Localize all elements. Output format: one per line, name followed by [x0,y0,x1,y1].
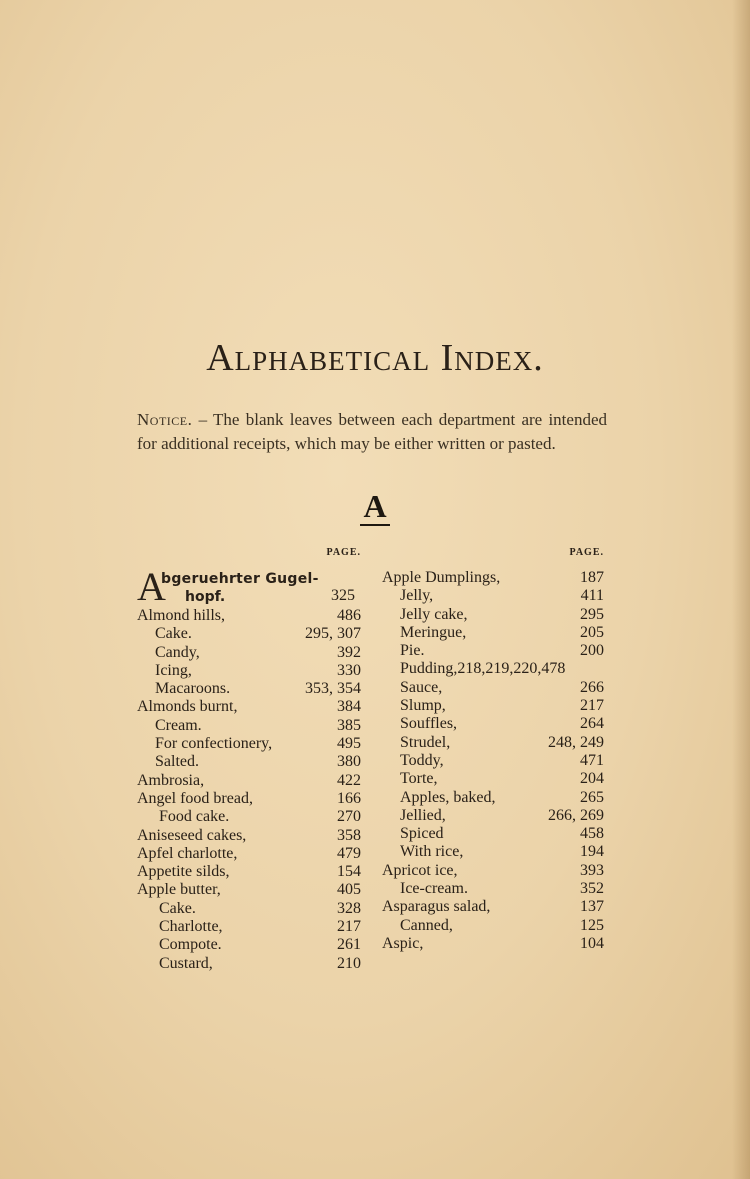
entry-page: 385 [337,716,361,734]
entry-page: 479 [337,844,361,862]
entry-page: 217 [580,697,604,715]
entry-label: Ambrosia, [137,771,205,789]
index-entry [137,900,361,918]
index-entry [137,680,361,698]
entry-page: 458 [580,825,604,843]
index-column-left [137,543,361,973]
index-entry [382,862,604,880]
entry-page: 248, 249 [548,733,604,751]
entry-page: 353, 354 [305,680,361,698]
section-letter-heading [0,488,750,525]
index-entry [382,789,604,807]
entry-page: 392 [337,643,361,661]
entry-page: 495 [337,735,361,753]
index-entry [382,697,604,715]
entry-page: 380 [337,753,361,771]
index-entry [137,881,361,899]
index-entry [137,662,361,680]
index-entry [382,569,604,587]
entry-page: 265 [580,788,604,806]
index-entry [382,642,604,660]
entry-page: 204 [580,770,604,788]
entry-label: Angel food bread, [137,789,253,807]
entry-label: Apricot ice, [382,861,458,879]
entry-page: 328 [337,899,361,917]
entry-label: Jelly cake, [400,605,468,623]
entry-page: 393 [580,861,604,879]
entry-label: Almond hills, [137,607,226,624]
entry-page: 217 [337,918,361,936]
index-entry [382,917,604,935]
entry-page: 104 [580,934,604,952]
drop-capital: A [137,564,166,609]
entry-label: Apfel charlotte, [137,844,238,862]
index-entry [382,734,604,752]
entry-page: 266 [580,678,604,696]
entry-label: Spiced [400,825,444,843]
entry-label: Asparagus salad, [382,898,491,916]
index-entry [382,770,604,788]
entry-page: 295 [580,605,604,623]
entry-label: With rice, [400,843,464,861]
page-edge-shadow [732,0,750,1179]
entry-page: 384 [337,698,361,716]
page-column-header: PAGE. [326,547,361,558]
index-entry [382,715,604,733]
entry-label: Aniseseed cakes, [137,826,247,844]
index-entry [137,918,361,936]
index-entry [137,625,361,643]
entry-label: Meringue, [400,623,467,641]
entry-label: Torte, [400,770,438,788]
entry-page: 352 [580,880,604,898]
entry-label: Cake. [155,625,192,643]
entry-page: 166 [337,789,361,807]
entry-label: Cake. [159,899,196,917]
page-title: Alphabetical Index. [206,337,544,379]
entry-label: Custard, [159,954,213,972]
entry-label: Almonds burnt, [137,698,238,716]
index-entry [137,936,361,954]
index-entry [382,880,604,898]
entry-page: 295, 307 [305,625,361,643]
entry-label: Ice-cream. [400,880,468,898]
entry-label: Jelly, [400,587,434,605]
index-entry [382,752,604,770]
entry-page: 358 [337,826,361,844]
page-column-header: PAGE. [569,547,604,558]
index-column-right [382,543,604,953]
index-entry [137,790,361,808]
entry-label: Compote. [159,936,222,954]
entry-label: Slump, [400,697,446,715]
entry-page: 125 [580,916,604,934]
index-entry [137,772,361,790]
index-entry [137,644,361,662]
first-entry-line1: bgeruehrter Gugel- [161,571,319,587]
entry-page: 261 [337,936,361,954]
entry-label: Canned, [400,916,453,934]
entry-label: Aspic, [382,934,424,952]
entry-page: 270 [337,808,361,826]
entry-page: 330 [337,661,361,679]
index-entry [382,624,604,642]
index-entry [137,698,361,716]
entry-label: Strudel, [400,733,451,751]
entry-page: 137 [580,898,604,916]
entry-label: Apple Dumplings, [382,569,501,586]
notice-lead: Notice. [137,410,193,429]
right-entry-list [382,569,604,953]
entry-label: Cream. [155,716,202,734]
entry-page: 266, 269 [548,806,604,824]
entry-page: 154 [337,863,361,881]
index-entry [382,587,604,605]
entry-label: Candy, [155,643,200,661]
entry-page: 205 [580,623,604,641]
first-entry-page: 325 [331,587,355,604]
entry-label: For confectionery, [155,735,273,753]
index-entry [382,679,604,697]
index-entry [382,825,604,843]
index-entry [137,717,361,735]
entry-label: Apples, baked, [400,788,496,806]
entry-label: Appetite silds, [137,863,230,881]
entry-label: Toddy, [400,751,444,769]
entry-page: 187 [580,569,604,586]
index-entry [137,753,361,771]
index-entry [137,735,361,753]
index-entry [137,863,361,881]
index-entry [382,843,604,861]
index-entry [382,807,604,825]
entry-page: 194 [580,843,604,861]
first-entry-line2: hopf. [185,589,226,605]
index-entry [382,935,604,953]
notice-paragraph [137,408,607,456]
entry-label: Souffles, [400,715,458,733]
entry-label: Charlotte, [159,918,223,936]
index-entry [137,955,361,973]
index-entry [137,607,361,625]
entry-page: 210 [337,954,361,972]
index-entry [382,898,604,916]
left-entry-list [137,607,361,973]
entry-label: Macaroons. [155,680,231,698]
first-index-entry [137,564,361,609]
entry-label: Icing, [155,661,192,679]
index-entry [382,660,604,678]
entry-label: Pie. [400,642,425,660]
entry-page: 405 [337,881,361,899]
notice-text: – The blank leaves between each department are intended for additional receipts, which may be either written or pasted. [137,410,607,453]
entry-label: Apple butter, [137,881,221,899]
entry-label: Jellied, [400,806,446,824]
entry-page: 471 [580,751,604,769]
index-entry [137,808,361,826]
entry-label: Food cake. [159,808,230,826]
entry-label: Sauce, [400,678,443,696]
entry-page: 486 [337,607,361,624]
entry-page: 411 [580,587,604,605]
index-entry [137,827,361,845]
section-letter: A [360,488,389,526]
entry-page: 200 [580,642,604,660]
entry-page: 264 [580,715,604,733]
entry-label: Salted. [155,753,199,771]
entry-page: 422 [337,771,361,789]
index-entry [382,606,604,624]
index-entry [137,845,361,863]
entry-label: Pudding,218,219,220,478 [400,660,566,678]
